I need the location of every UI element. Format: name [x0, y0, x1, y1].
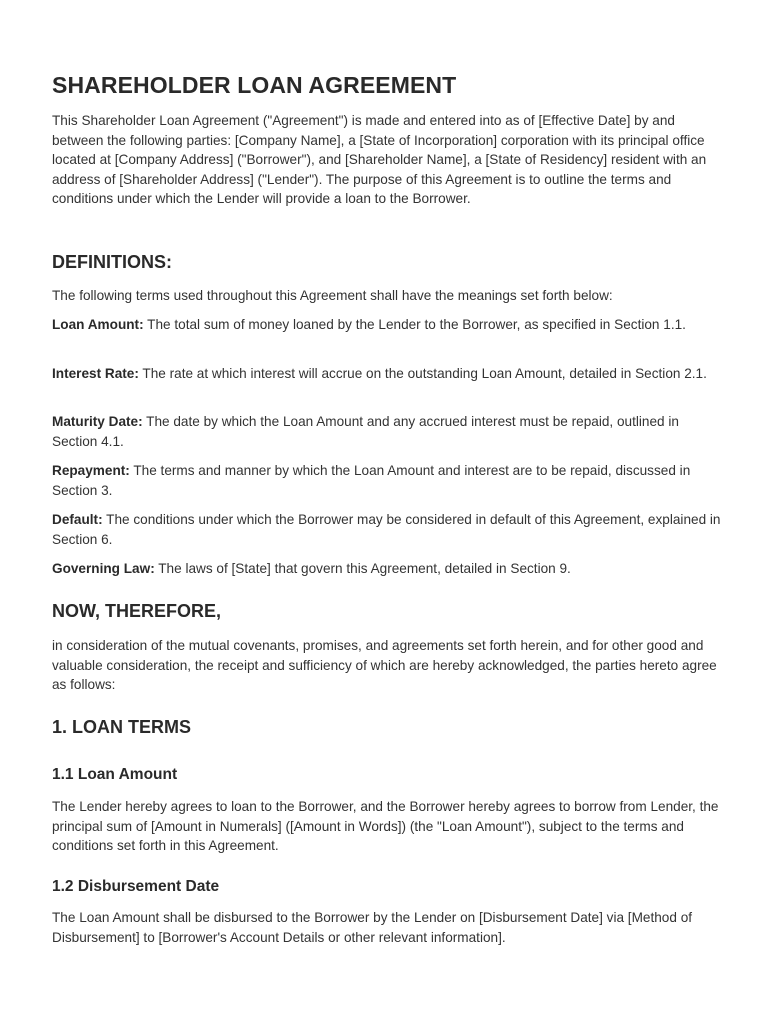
definition-item	[52, 364, 722, 384]
definition-term: Interest Rate:	[52, 366, 139, 381]
definition-item	[52, 412, 722, 451]
definitions-heading: DEFINITIONS:	[52, 252, 172, 272]
now-therefore-heading: NOW, THEREFORE,	[52, 601, 222, 621]
document-title: SHAREHOLDER LOAN AGREEMENT	[52, 72, 457, 98]
definition-term: Default:	[52, 512, 103, 527]
definition-text: The terms and manner by which the Loan Amount and interest are to be repaid, discussed in Section 3.	[52, 463, 691, 498]
section-1-2-text: The Loan Amount shall be disbursed to the Borrower by the Lender on [Disbursement Date] via [Method of Disbursement] to [Borrower's Account Details or other relevant information].	[52, 910, 693, 945]
definition-term: Governing Law:	[52, 561, 155, 576]
definition-item	[52, 461, 722, 500]
definition-text: The date by which the Loan Amount and any accrued interest must be repaid, outlined in Section 4.1.	[52, 414, 679, 449]
definition-item	[52, 315, 722, 335]
definition-term: Repayment:	[52, 463, 130, 478]
definition-item	[52, 559, 722, 579]
now-therefore-text: in consideration of the mutual covenants, promises, and agreements set forth herein, and for other good and valuable consideration, the receipt and sufficiency of which are hereby acknowledged, the parties hereto agree as follows:	[52, 638, 717, 692]
definition-text: The laws of [State] that govern this Agreement, detailed in Section 9.	[154, 561, 571, 576]
section-1-2-heading: 1.2 Disbursement Date	[52, 878, 220, 895]
definition-term: Maturity Date:	[52, 414, 143, 429]
definition-text: The total sum of money loaned by the Lender to the Borrower, as specified in Section 1.1.	[143, 317, 686, 332]
definition-text: The rate at which interest will accrue on the outstanding Loan Amount, detailed in Section 2.1.	[138, 366, 707, 381]
definition-term: Loan Amount:	[52, 317, 144, 332]
section-1-1-heading: 1.1 Loan Amount	[52, 766, 178, 783]
section-1-heading: 1. LOAN TERMS	[52, 717, 192, 737]
definition-item	[52, 510, 722, 549]
definition-text: The conditions under which the Borrower may be considered in default of this Agreement, explained in Section 6.	[52, 512, 721, 547]
section-1-1-text: The Lender hereby agrees to loan to the Borrower, and the Borrower hereby agrees to borrow from Lender, the principal sum of [Amount in Numerals] ([Amount in Words]) (the "Loan Amount"), subject to the terms and conditions set forth in this Agreement.	[52, 799, 719, 853]
definitions-lead: The following terms used throughout this Agreement shall have the meanings set forth below:	[52, 288, 613, 303]
intro-paragraph: This Shareholder Loan Agreement ("Agreement") is made and entered into as of [Effective Date] by and between the following parties: [Company Name], a [State of Incorporation] corporation with its principal office located at [Company Address] ("Borrower"), and [Shareholder Name], a [State of Residency] resident with an address of [Shareholder Address] ("Lender"). The purpose of this Agreement is to outline the terms and conditions under which the Lender will provide a loan to the Borrower.	[52, 113, 707, 206]
